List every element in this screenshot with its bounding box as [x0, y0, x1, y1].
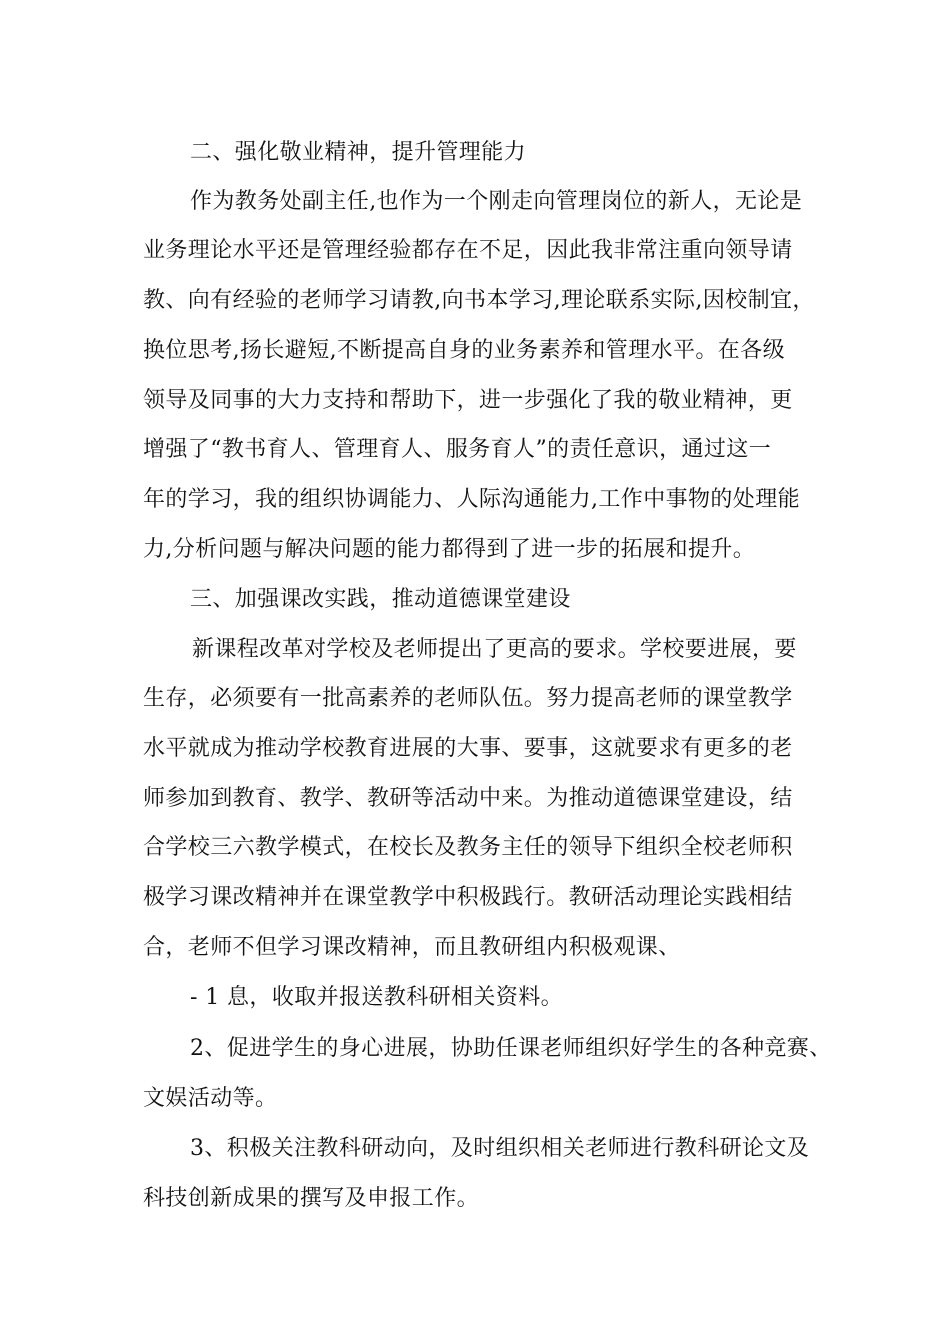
section3-heading: 三、加强课改实践，推动道德课堂建设: [190, 587, 571, 612]
list-item-line: 2、促进学生的身心进展，协助任课老师组织好学生的各种竞赛、: [190, 1036, 832, 1061]
paragraph-line: 生存，必须要有一批高素养的老师队伍。努力提高老师的课堂教学: [143, 686, 793, 711]
paragraph-line: 力,分析问题与解决问题的能力都得到了进一步的拓展和提升。: [143, 537, 756, 562]
paragraph-line: 教、向有经验的老师学习请教,向书本学习,理论联系实际,因校制宜，: [143, 288, 815, 313]
paragraph-line: 增强了“教书育人、管理育人、服务育人”的责任意识，通过这一: [143, 437, 772, 462]
list-item-line: 科技创新成果的撰写及申报工作。: [143, 1186, 480, 1211]
paragraph-line: 作为教务处副主任,也作为一个刚走向管理岗位的新人，无论是: [190, 189, 803, 214]
paragraph-line: 年的学习，我的组织协调能力、人际沟通能力,工作中事物的处理能: [143, 487, 800, 512]
paragraph-line: 业务理论水平还是管理经验都存在不足，因此我非常注重向领导请: [143, 238, 793, 263]
paragraph-line: 合，老师不但学习课改精神，而且教研组内积极观课、: [143, 935, 681, 960]
paragraph-line: 合学校三六教学模式，在校长及教务主任的领导下组织全校老师积: [143, 835, 793, 860]
paragraph-line: 师参加到教育、教学、教研等活动中来。为推动道德课堂建设，结: [143, 786, 793, 811]
list-item-line: 文娱活动等。: [143, 1086, 278, 1111]
paragraph-line: 极学习课改精神并在课堂教学中积极践行。教研活动理论实践相结: [143, 885, 793, 910]
paragraph-line: 领导及同事的大力支持和帮助下，进一步强化了我的敬业精神，更: [143, 388, 793, 413]
paragraph-line: 新课程改革对学校及老师提出了更高的要求。学校要进展，要: [192, 637, 797, 662]
fragment-line: - 1 息，收取并报送教科研相关资料。: [190, 985, 564, 1010]
list-item-line: 3、积极关注教科研动向，及时组织相关老师进行教科研论文及: [190, 1136, 810, 1161]
paragraph-line: 水平就成为推动学校教育进展的大事、要事，这就要求有更多的老: [143, 736, 793, 761]
section2-heading: 二、强化敬业精神，提升管理能力: [190, 140, 527, 165]
paragraph-line: 换位思考,扬长避短,不断提高自身的业务素养和管理水平。在各级: [143, 338, 785, 363]
